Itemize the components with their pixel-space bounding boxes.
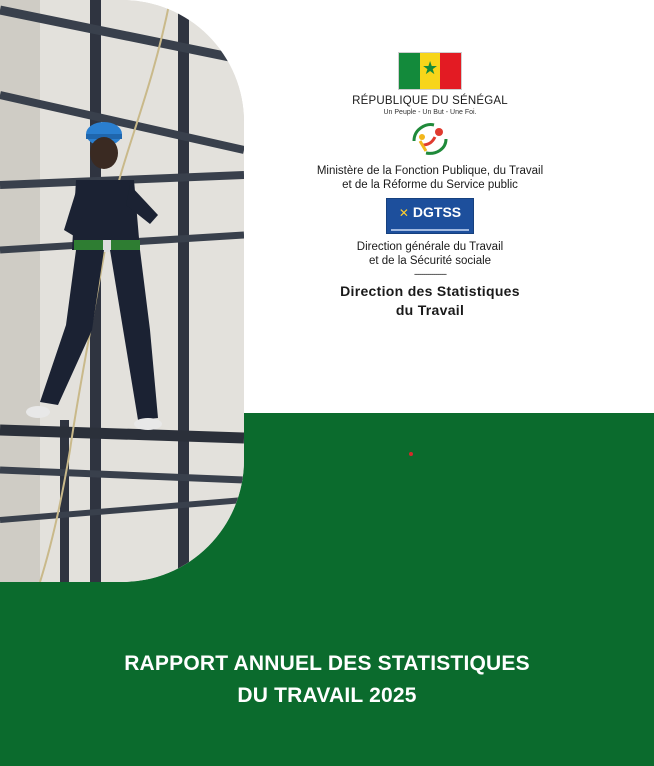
statistics-direction-line1: Direction des Statistiques (340, 283, 520, 299)
statistics-direction-line2: du Travail (395, 302, 465, 318)
cover-photo-worker-on-scaffolding (0, 0, 244, 582)
statistics-direction-name (290, 282, 570, 320)
report-title (0, 648, 654, 712)
report-title-line2: DU TRAVAIL 2025 (237, 684, 417, 707)
decorative-red-dot (409, 452, 413, 456)
ministry-name-line1: Ministère de la Fonction Publique, du Travail (316, 165, 544, 177)
senegal-flag-icon: ★ (398, 52, 462, 90)
dgtss-logo-icon (386, 198, 474, 234)
general-direction-name (290, 240, 570, 268)
republic-name: RÉPUBLIQUE DU SÉNÉGAL (352, 95, 508, 107)
general-direction-line2: et de la Sécurité sociale (368, 255, 492, 267)
ministry-name (290, 164, 570, 192)
general-direction-line1: Direction générale du Travail (356, 241, 504, 253)
institution-header (290, 52, 570, 320)
dgtss-mark-icon: ✕ (398, 206, 409, 220)
separator-dashes: ---------------- (414, 269, 446, 279)
report-title-line1: RAPPORT ANNUEL DES STATISTIQUES (124, 652, 530, 675)
ministry-emblem-icon (408, 121, 452, 157)
dgtss-logo-text: DGTSS (412, 204, 462, 220)
national-motto: Un Peuple - Un But - Une Foi. (383, 109, 477, 116)
ministry-name-line2: et de la Réforme du Service public (342, 179, 518, 191)
